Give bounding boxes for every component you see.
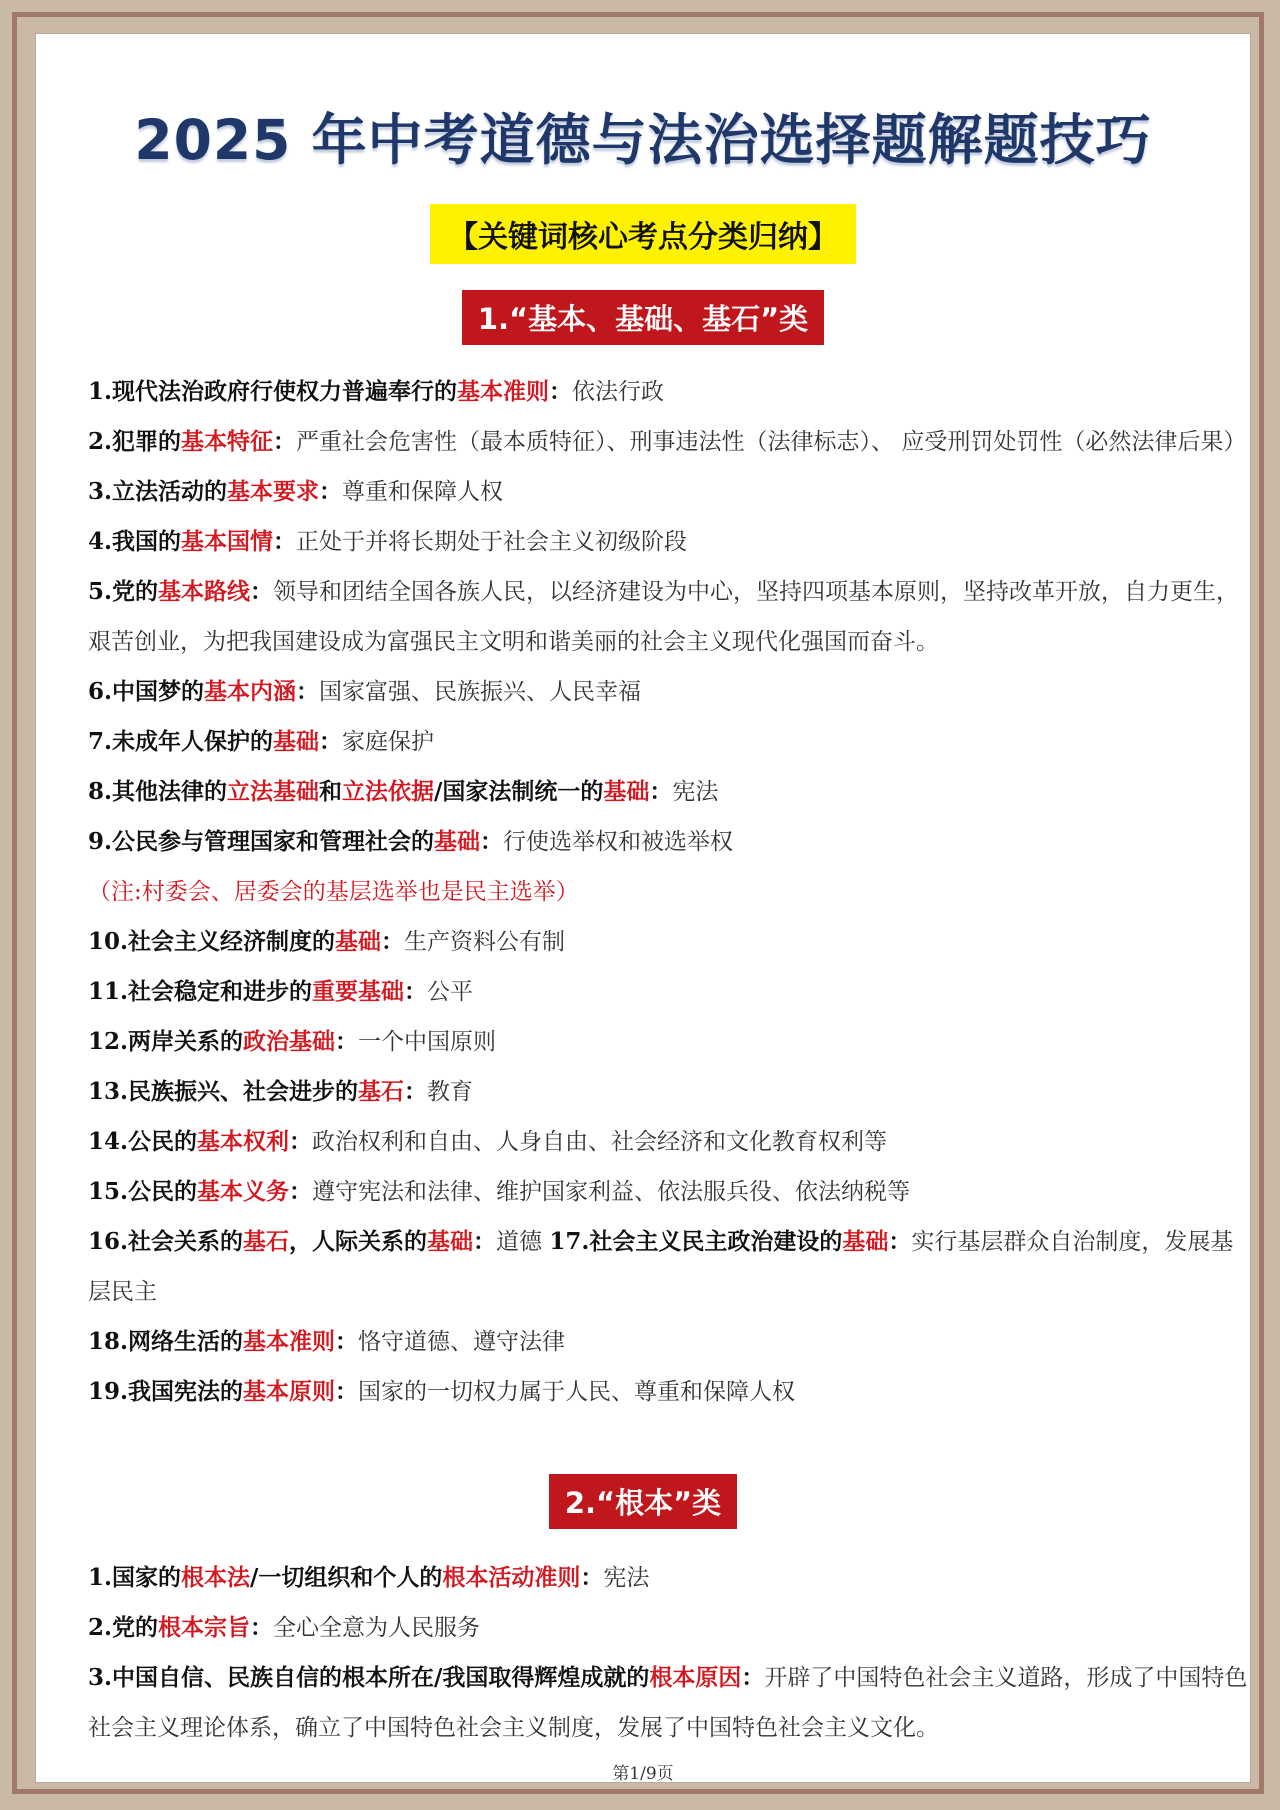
item-number: 4. [88,528,113,555]
item-colon: ： [335,1328,359,1355]
item-topic: 犯罪的 [112,428,182,455]
section-1-header [36,290,1250,345]
item-keyword: 根本活动准则 [442,1564,581,1591]
item-number: 8. [88,778,113,805]
item-number: 1. [88,378,113,405]
item-keyword: 政治基础 [243,1028,336,1055]
item-answer: 开辟了中国特色社会主义道路，形成了中国特色社会主义理论体系，确立了中国特色社会主义制度，发展了中国特色社会主义文化。 [88,1665,1248,1741]
item-answer: 国家的一切权力属于人民、尊重和保障人权 [358,1379,796,1405]
item-topic: 我国的 [112,528,182,555]
item-answer: 遵守宪法和法律、维护国家利益、依法服兵役、依法纳税等 [312,1179,911,1205]
item-keyword: 基本原则 [243,1378,336,1405]
list-item [88,917,1254,967]
item-keyword: 根本法 [181,1564,251,1591]
list-item [88,1603,1254,1653]
item-answer: 实行基层群众自治制度，发展基层民主 [88,1229,1234,1305]
item-keyword: 基石 [358,1078,405,1105]
item-answer: 恪守道德、遵守法律 [358,1329,566,1355]
item-answer: 严重社会危害性（最本质特征）、刑事违法性（法律标志）、 应受刑罚处罚性（必然法律后果） [296,429,1247,455]
item-number: 13. [88,1078,129,1105]
item-answer: 尊重和保障人权 [342,479,504,505]
item-topic: 社会主义民主政治建设的 [589,1228,843,1255]
item-number: 6. [88,678,113,705]
list-item [88,667,1254,717]
item-colon: ： [296,678,320,705]
item-colon: ： [289,1178,313,1205]
item-number: 11. [88,978,129,1005]
item-number: 18. [88,1328,129,1355]
item-keyword: 根本原因 [649,1664,742,1691]
list-item [88,1553,1254,1603]
page-frame [12,12,1264,1794]
item-colon: ： [549,378,573,405]
section-1-heading: 1.“基本、基础、基石”类 [462,290,824,345]
item-answer: 全心全意为人民服务 [273,1615,481,1641]
item-colon: ： [335,1028,359,1055]
list-item [88,1367,1254,1417]
item-answer: 领导和团结全国各族人民，以经济建设为中心，坚持四项基本原则，坚持改革开放，自力更生，艰苦创业，为把我国建设成为富强民主文明和谐美丽的社会主义现代化强国而奋斗。 [88,579,1240,655]
item-topic: 公民参与管理国家和管理社会的 [112,828,435,855]
section-2-header [36,1474,1250,1529]
item-keyword: 基本路线 [158,578,251,605]
item-topic-continued: /一切组织和个人的 [250,1564,443,1591]
item-answer: 公平 [427,979,474,1005]
item-number: 7. [88,728,113,755]
list-item [88,517,1254,567]
section-2-list [88,1553,1254,1753]
item-answer: 行使选举权和被选举权 [503,829,734,855]
item-number: 19. [88,1378,129,1405]
item-answer: 政治权利和自由、人身自由、社会经济和文化教育权利等 [312,1129,888,1155]
item-answer: 国家富强、民族振兴、人民幸福 [319,679,642,705]
list-item [88,1317,1254,1367]
item-topic: 党的 [112,1614,159,1641]
item-topic: 两岸关系的 [128,1028,244,1055]
list-item [88,717,1254,767]
item-answer: 一个中国原则 [358,1029,497,1055]
item-colon: ： [381,928,405,955]
item-answer: 依法行政 [572,379,665,405]
item-colon: ： [335,1378,359,1405]
item-colon: ： [273,528,297,555]
item-topic: 党的 [112,578,159,605]
item-answer: 家庭保护 [342,729,435,755]
page-number: 第1/9页 [612,1764,674,1784]
list-item [88,567,1254,667]
item-topic: 公民的 [128,1128,198,1155]
subtitle: 【关键词核心考点分类归纳】 [430,204,856,264]
list-item [88,417,1254,467]
document-page [35,33,1251,1783]
item-answer: 道德 [496,1229,550,1255]
item-number: 5. [88,578,113,605]
item-colon: ： [888,1228,912,1255]
list-item [88,467,1254,517]
item-topic: 社会主义经济制度的 [128,928,336,955]
item-topic-continued: 和 [319,778,343,805]
list-item [88,367,1254,417]
item-colon: ： [250,1614,274,1641]
item-keyword: 基础 [427,1228,474,1255]
item-topic: 社会关系的 [128,1228,244,1255]
item-keyword: 基本特征 [181,428,274,455]
item-topic: 我国宪法的 [128,1378,244,1405]
item-keyword: 根本宗旨 [158,1614,251,1641]
list-item [88,967,1254,1017]
item-keyword: 基础 [335,928,382,955]
item-answer: 宪法 [672,779,719,805]
item-number: 12. [88,1028,129,1055]
item-number: 2. [88,1614,113,1641]
item-colon: ： [404,1078,428,1105]
list-item [88,1067,1254,1117]
item-topic: 其他法律的 [112,778,228,805]
item-topic: 中国自信、民族自信的根本所在/我国取得辉煌成就的 [112,1664,650,1691]
item-answer: 生产资料公有制 [404,929,566,955]
item-colon: ： [580,1564,604,1591]
item-colon: ： [289,1128,313,1155]
item-topic: 未成年人保护的 [112,728,274,755]
item-number: 15. [88,1178,129,1205]
section-1-list [88,367,1254,1417]
item-number: 14. [88,1128,129,1155]
section-2-heading: 2.“根本”类 [549,1474,737,1529]
list-item [88,1017,1254,1067]
item-keyword: 基本义务 [197,1178,290,1205]
item-number: 1. [88,1564,113,1591]
item-topic-continued: /国家法制统一的 [434,778,604,805]
item-colon: ： [250,578,274,605]
item-topic: 公民的 [128,1178,198,1205]
item-number: 16. [88,1228,129,1255]
list-item [88,1217,1254,1317]
item-topic: 民族振兴、社会进步的 [128,1078,359,1105]
item-colon: ： [473,1228,497,1255]
item-topic: 中国梦的 [112,678,205,705]
page-title: 2025 年中考道德与法治选择题解题技巧 [134,108,1152,172]
item-topic: 现代法治政府行使权力普遍奉行的 [112,378,458,405]
item-answer: 正处于并将长期处于社会主义初级阶段 [296,529,688,555]
item-keyword: 基本准则 [457,378,550,405]
item-topic: 立法活动的 [112,478,228,505]
item-keyword: 重要基础 [312,978,405,1005]
item-keyword: 基础 [273,728,320,755]
item-topic: 社会稳定和进步的 [128,978,313,1005]
item-keyword: 立法依据 [342,778,435,805]
item-answer: 教育 [427,1079,474,1105]
item-keyword: 基本权利 [197,1128,290,1155]
item-number: 3. [88,1664,113,1691]
list-item [88,767,1254,817]
item-keyword: 基本国情 [181,528,274,555]
item-number: 17. [549,1228,590,1255]
item-keyword: 基本要求 [227,478,320,505]
item-keyword: 基本准则 [243,1328,336,1355]
item-number: 10. [88,928,129,955]
item-colon: ： [480,828,504,855]
item-number: 9. [88,828,113,855]
item-topic: 国家的 [112,1564,182,1591]
item-keyword: 基础 [842,1228,889,1255]
item-keyword: 立法基础 [227,778,320,805]
list-item [88,1167,1254,1217]
item-colon: ： [319,478,343,505]
item-answer: 宪法 [603,1565,650,1591]
item-colon: ： [404,978,428,1005]
item-keyword: 基石 [243,1228,290,1255]
item-topic-continued: ，人际关系的 [289,1228,428,1255]
item-topic: 网络生活的 [128,1328,244,1355]
item-keyword: 基础 [434,828,481,855]
list-item [88,1653,1254,1753]
subtitle-banner [36,204,1250,264]
item-keyword: 基础 [603,778,650,805]
item-colon: ： [273,428,297,455]
item-note: （注:村委会、居委会的基层选举也是民主选举） [88,879,579,905]
item-colon: ： [649,778,673,805]
list-item [88,1117,1254,1167]
list-item [88,817,1254,867]
item-keyword: 基本内涵 [204,678,297,705]
item-number: 2. [88,428,113,455]
item-number: 3. [88,478,113,505]
item-colon: ： [319,728,343,755]
item-colon: ： [741,1664,765,1691]
